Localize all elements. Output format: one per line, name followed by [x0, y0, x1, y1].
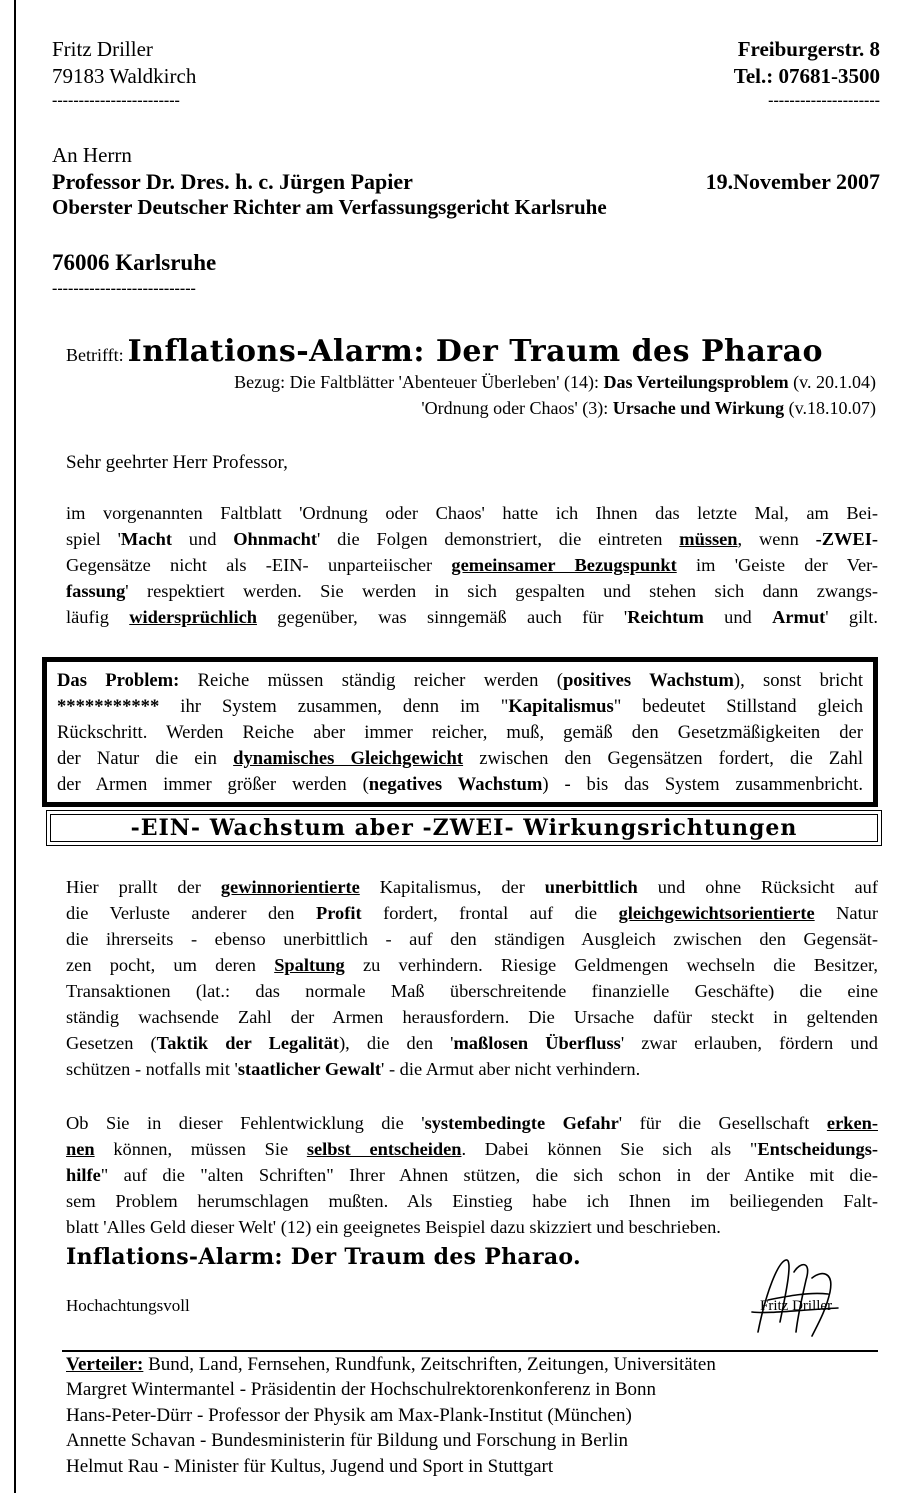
text-segment: " bedeutet Stillstand gleich — [613, 696, 864, 717]
paragraph-analysis — [66, 874, 878, 1082]
text-segment: ' gilt. — [825, 607, 878, 627]
text-segment: gegenüber, was sinngemäß auch für ' — [256, 607, 628, 627]
text-segment: ständig wachsende Zahl der Armen herausfordern. Die Ursache dafür steckt in geltenden — [66, 1007, 878, 1027]
p1-line — [66, 552, 878, 578]
text-segment: zu verhindern. Riesige Geldmengen wechseln die Besitzer, — [344, 955, 878, 975]
text-segment: Hier prallt der — [66, 877, 221, 897]
distribution-recipient: Annette Schavan - Bundesministerin für Bildung und Forschung in Berlin — [66, 1430, 629, 1451]
text-segment: -ZWEI- — [815, 529, 878, 549]
p1-line — [66, 526, 878, 552]
text-segment: fordert, frontal auf die — [361, 903, 619, 923]
reference-1-prefix: Bezug: Die Faltblätter 'Abenteuer Überleben' (14): — [234, 372, 604, 392]
p1-line — [66, 578, 878, 604]
closing-title: Inflations-Alarm: Der Traum des Pharao. — [66, 1244, 581, 1270]
p1-line — [66, 604, 878, 630]
p2-line — [66, 952, 878, 978]
sender-right-divider: --------------------- — [768, 92, 880, 109]
text-segment: selbst entscheiden — [306, 1139, 462, 1159]
text-segment: gewinnorientierte — [220, 877, 360, 897]
distribution-recipient: Hans-Peter-Dürr - Professor der Physik am Max-Plank-Institut (München) — [66, 1405, 632, 1426]
p3-line — [66, 1214, 878, 1240]
text-segment: unerbittlich — [544, 877, 638, 897]
sender-name: Fritz Driller — [52, 37, 153, 61]
distribution-channels: Bund, Land, Fernsehen, Rundfunk, Zeitschriften, Zeitungen, Universitäten — [143, 1354, 716, 1375]
subject-title: Inflations-Alarm: Der Traum des Pharao — [127, 334, 824, 369]
p2-line — [66, 978, 878, 1004]
text-segment: Kapitalismus — [508, 696, 614, 717]
p2-line — [66, 900, 878, 926]
text-segment: Macht — [120, 529, 172, 549]
closing-phrase: Hochachtungsvoll — [66, 1296, 190, 1315]
text-segment: systembedingte Gefahr — [424, 1113, 619, 1133]
reference-2-prefix: 'Ordnung oder Chaos' (3): — [421, 398, 613, 418]
reference-1-title: Das Verteilungsproblem — [603, 372, 789, 392]
text-segment: zwischen den Gegensätzen fordert, die Zahl — [463, 748, 863, 769]
problem-line — [57, 694, 863, 720]
text-segment: läufig — [66, 607, 130, 627]
text-segment: Taktik der Legalität — [156, 1033, 340, 1053]
section-banner: -EIN- Wachstum aber -ZWEI- Wirkungsrichtungen — [46, 810, 882, 846]
text-segment: zen pocht, um deren — [66, 955, 275, 975]
recipient-title: Oberster Deutscher Richter am Verfassungsgericht Karlsruhe — [52, 195, 607, 219]
text-segment: . Dabei können Sie sich als " — [461, 1139, 758, 1159]
text-segment: im 'Geiste der Ver- — [676, 555, 878, 575]
p1-line — [66, 500, 878, 526]
text-segment: widersprüchlich — [129, 607, 257, 627]
text-segment: der Armen immer größer werden ( — [57, 774, 369, 795]
text-segment: *********** — [57, 696, 160, 717]
subject-prefix: Betrifft: — [66, 345, 124, 365]
text-segment: und — [703, 607, 773, 627]
p2-line — [66, 874, 878, 900]
text-segment: negatives Wachstum — [368, 774, 543, 795]
letter-date: 19.November 2007 — [705, 169, 880, 194]
text-segment: und ohne Rücksicht auf — [637, 877, 878, 897]
text-segment: hilfe — [66, 1165, 101, 1185]
p3-line — [66, 1162, 878, 1188]
reference-line-1 — [234, 372, 876, 393]
reference-1-date: (v. 20.1.04) — [788, 372, 876, 392]
problem-line — [57, 720, 863, 746]
recipient-divider: --------------------------- — [52, 280, 196, 297]
text-segment: Gegensätze nicht als -EIN- unparteiischer — [66, 555, 452, 575]
p2-line — [66, 1030, 878, 1056]
text-segment: Entscheidungs- — [757, 1139, 879, 1159]
recipient-name: Professor Dr. Dres. h. c. Jürgen Papier — [52, 169, 413, 194]
p3-line — [66, 1188, 878, 1214]
problem-line — [57, 668, 863, 694]
reference-2-title: Ursache und Wirkung — [612, 398, 785, 418]
p2-line — [66, 1004, 878, 1030]
sender-divider: ------------------------ — [52, 92, 180, 109]
text-segment: der Natur die ein — [57, 748, 234, 769]
text-segment: dynamisches Gleichgewicht — [233, 748, 464, 769]
text-segment: ), sonst bricht — [733, 670, 863, 691]
p2-line — [66, 926, 878, 952]
problem-box — [42, 657, 878, 807]
text-segment: Das Problem: — [57, 670, 180, 691]
text-segment: nen — [66, 1139, 95, 1159]
text-segment: Reiche müssen ständig reicher werden ( — [179, 670, 563, 691]
reference-line-2 — [421, 398, 876, 419]
text-segment: ' respektiert werden. Sie werden in sich gespalten und stehen sich dann zwangs- — [125, 581, 878, 601]
text-segment: Kapitalismus, der — [359, 877, 545, 897]
text-segment: , wenn — [737, 529, 816, 549]
p3-line — [66, 1110, 878, 1136]
text-segment: müssen — [679, 529, 738, 549]
text-segment: Reichtum — [627, 607, 704, 627]
text-segment: die Verluste anderer den — [66, 903, 316, 923]
problem-line — [57, 772, 863, 798]
distribution-label: Verteiler: — [66, 1354, 144, 1375]
text-segment: gemeinsamer Bezugspunkt — [451, 555, 677, 575]
text-segment: ' zwar erlauben, fördern und — [620, 1033, 878, 1053]
paragraph-intro — [66, 500, 878, 630]
text-segment: schützen - notfalls mit ' — [66, 1059, 238, 1079]
signature-icon — [738, 1252, 848, 1342]
signature-name: Fritz Driller — [760, 1298, 833, 1314]
text-segment: und — [171, 529, 234, 549]
text-segment: Gesetzen ( — [66, 1033, 157, 1053]
text-segment: maßlosen Überfluss — [453, 1033, 621, 1053]
text-segment: ' die Folgen demonstriert, die eintreten — [317, 529, 680, 549]
text-segment: Armut — [772, 607, 826, 627]
paragraph-recommendation — [66, 1110, 878, 1240]
text-segment: Spaltung — [274, 955, 345, 975]
text-segment: Transaktionen (lat.: das normale Maß überschreitende finanzielle Geschäfte) die eine — [66, 981, 878, 1001]
distribution-recipient: Margret Wintermantel - Präsidentin der Hochschulrektorenkonferenz in Bonn — [66, 1379, 656, 1400]
problem-line — [57, 746, 863, 772]
text-segment: ) - bis das System zusammenbricht. — [542, 774, 863, 795]
text-segment: staatlicher Gewalt — [237, 1059, 382, 1079]
recipient-salutation: An Herrn — [52, 143, 132, 167]
text-segment: blatt 'Alles Geld dieser Welt' (12) ein geeignetes Beispiel dazu skizziert und beschrieben. — [66, 1217, 721, 1237]
text-segment: ' - die Armut aber nicht verhindern. — [381, 1059, 641, 1079]
text-segment: Rückschritt. Werden Reiche aber immer reicher, muß, gemäß den Gesetzmäßigkeiten der — [57, 722, 863, 743]
sender-city: 79183 Waldkirch — [52, 64, 197, 88]
text-segment: Profit — [315, 903, 362, 923]
text-segment: sem Problem herumschlagen mußten. Als Einstieg habe ich Ihnen im beiliegenden Falt- — [66, 1191, 878, 1211]
sender-street: Freiburgerstr. 8 — [737, 37, 880, 61]
text-segment: positives Wachstum — [562, 670, 734, 691]
text-segment: " auf die "alten Schriften" Ihrer Ahnen stützen, die sich schon in der Antike mit die- — [100, 1165, 878, 1185]
distribution-list — [66, 1352, 716, 1377]
text-segment: Ohnmacht — [233, 529, 318, 549]
text-segment: können, müssen Sie — [94, 1139, 307, 1159]
p2-line — [66, 1056, 878, 1082]
left-margin-line — [14, 0, 16, 1493]
text-segment: erken- — [826, 1113, 878, 1133]
recipient-postal: 76006 Karlsruhe — [52, 250, 217, 275]
text-segment: fassung — [66, 581, 126, 601]
p3-line — [66, 1136, 878, 1162]
greeting: Sehr geehrter Herr Professor, — [66, 452, 288, 473]
text-segment: gleichgewichtsorientierte — [618, 903, 815, 923]
text-segment: ' für die Gesellschaft — [618, 1113, 827, 1133]
text-segment: Natur — [814, 903, 879, 923]
text-segment: Ob Sie in dieser Fehlentwicklung die ' — [66, 1113, 425, 1133]
distribution-recipient: Helmut Rau - Minister für Kultus, Jugend und Sport in Stuttgart — [66, 1456, 554, 1477]
text-segment: im vorgenannten Faltblatt 'Ordnung oder Chaos' hatte ich Ihnen das letzte Mal, am Bei- — [66, 503, 878, 523]
sender-phone: Tel.: 07681-3500 — [733, 64, 880, 88]
text-segment: ihr System zusammen, denn im " — [159, 696, 509, 717]
reference-2-date: (v.18.10.07) — [784, 398, 876, 418]
text-segment: ), die den ' — [339, 1033, 454, 1053]
text-segment: die ihrerseits - ebenso unerbittlich - auf den ständigen Ausgleich zwischen den Gegensät- — [66, 929, 878, 949]
subject-line — [66, 334, 823, 369]
text-segment: spiel ' — [66, 529, 121, 549]
